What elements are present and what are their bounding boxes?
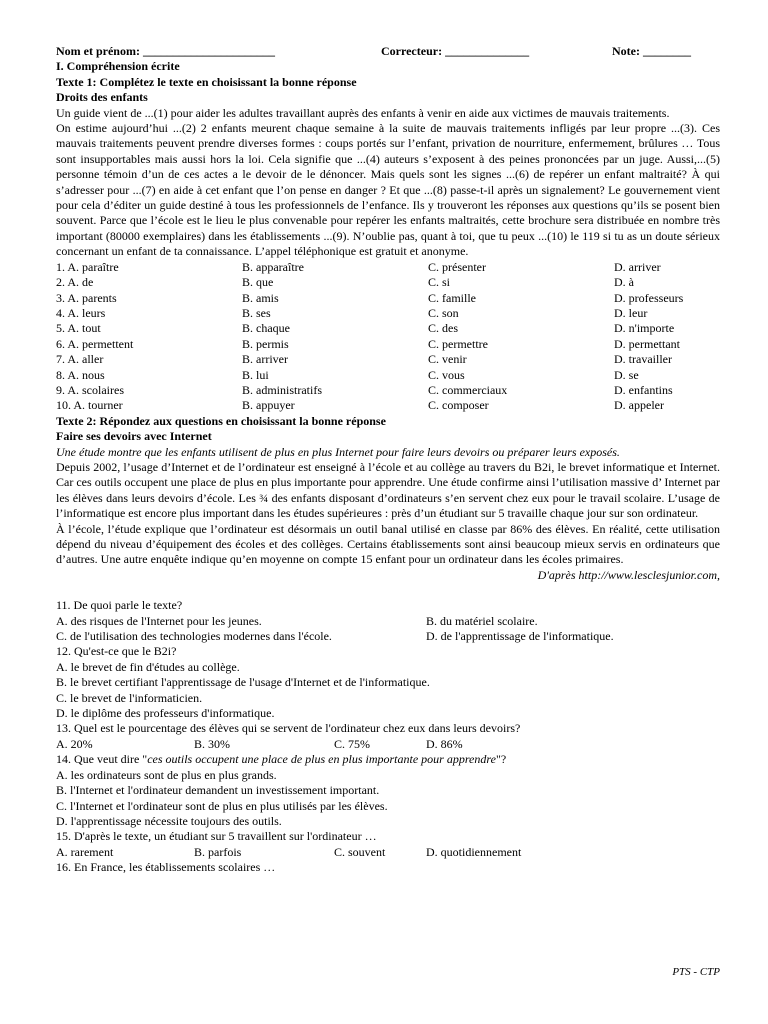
q15-option-d: D. quotidiennement — [426, 844, 522, 859]
name-field: Nom et prénom: ______________________ — [56, 44, 275, 58]
choice-a: 10. A. tourner — [56, 398, 123, 413]
choice-c: C. vous — [428, 367, 465, 382]
choice-b: B. chaque — [242, 321, 290, 336]
q15-option-a: A. rarement — [56, 844, 114, 859]
q15-options — [56, 845, 720, 860]
choice-b: B. administratifs — [242, 382, 322, 397]
corrector-field: Correcteur: ______________ — [381, 44, 530, 58]
choice-d: D. n'importe — [614, 321, 675, 336]
choice-row — [56, 383, 720, 398]
q12-option-c: C. le brevet de l'informaticien. — [56, 690, 203, 705]
q12-option-b: B. le brevet certifiant l'apprentissage de l'usage d'Internet et de l'informatique. — [56, 675, 430, 690]
choice-row — [56, 398, 720, 413]
choice-c: C. son — [428, 305, 459, 320]
choice-d: D. à — [614, 275, 634, 290]
texte2-title: Faire ses devoirs avec Internet — [56, 429, 212, 444]
section-title: I. Compréhension écrite — [56, 59, 180, 74]
q11-option-b: B. du matériel scolaire. — [426, 613, 538, 628]
footer-label: PTS - CTP — [672, 966, 720, 978]
source-citation: D'après http://www.lesclesjunior.com, — [537, 567, 720, 582]
choice-b: B. permis — [242, 336, 289, 351]
q12-option-d: D. le diplôme des professeurs d'informatique. — [56, 706, 275, 721]
choice-a: 3. A. parents — [56, 290, 117, 305]
header — [56, 44, 720, 59]
choice-row — [56, 368, 720, 383]
choice-b: B. amis — [242, 290, 279, 305]
texte1-paragraph-2: On estime aujourd’hui ...(2) 2 enfants meurent chaque semaine à la suite de mauvais traitements infligés par leur propre ...(3). Ces mauvais traitements peuvent prendre diverses formes : coups portés sur l’enfant, privation de nourriture, enfermement, brûlures … Tous sont insupportables mais aussi hors la loi. Cela signifie que ...(4) auteurs s’exposent à des peines prononcées par un juge. Aussi,...(5) personne témoin d’un de ces actes a le devoir de le dénoncer. Mais quels sont les signes ...(6) de repérer un enfant maltraité? À qui s’adresser pour ...(7) en aide à cet enfant que l’on pense en danger ? Et que ...(8) passe-t-il après un signalement? Le gouvernement vient pour cela d’éditer un guide destiné à tous les professionnels de l’enfance. Ils y trouveront les réponses aux questions qu’ils se posent bien souvent. Parce que l’école est le lieu le plus convenable pour repérer les enfants maltraités, cette brochure sera distribuée en nombre très important (80000 exemplaires) dans les établissements ...(9). N’oublie pas, quant à toi, que tu peux ...(10) le 119 si tu as un doute sérieux concernant un enfant de ta connaissance. L’appel téléphonique est gratuit et anonyme. — [56, 121, 720, 259]
q11-row-2 — [56, 629, 720, 644]
choice-c: C. présenter — [428, 259, 486, 274]
choice-a: 2. A. de — [56, 275, 94, 290]
choice-a: 1. A. paraître — [56, 259, 119, 274]
choice-a: 6. A. permettent — [56, 336, 134, 351]
choice-row — [56, 337, 720, 352]
q14-quote: ces outils occupent une place de plus en plus importante pour apprendre — [147, 752, 496, 767]
choice-d: D. appeler — [614, 398, 664, 413]
q13-option-c: C. 75% — [334, 736, 370, 751]
q14-option-a: A. les ordinateurs sont de plus en plus grands. — [56, 767, 277, 782]
q14-suffix: "? — [495, 752, 507, 767]
choice-c: C. des — [428, 321, 458, 336]
choice-b: B. appuyer — [242, 398, 295, 413]
choice-row — [56, 321, 720, 336]
choice-a: 4. A. leurs — [56, 305, 106, 320]
texte1-instruction: Texte 1: Complétez le texte en choisissant la bonne réponse — [56, 74, 357, 89]
choice-a: 7. A. aller — [56, 352, 104, 367]
q11-option-d: D. de l'apprentissage de l'informatique. — [426, 629, 614, 644]
question-11: 11. De quoi parle le texte? — [56, 598, 183, 613]
texte2-instruction: Texte 2: Répondez aux questions en choisissant la bonne réponse — [56, 413, 386, 428]
texte2-lead: Une étude montre que les enfants utilisent de plus en plus Internet pour faire leurs devoirs ou préparer leurs exposés. — [56, 444, 620, 459]
question-16: 16. En France, les établissements scolaires … — [56, 860, 276, 875]
choice-d: D. arriver — [614, 259, 661, 274]
q14-prefix: 14. Que veut dire " — [56, 752, 148, 767]
q12-option-a: A. le brevet de fin d'études au collège. — [56, 659, 240, 674]
q14-option-c: C. l'Internet et l'ordinateur sont de plus en plus utilisés par les élèves. — [56, 798, 388, 813]
question-14 — [56, 752, 720, 767]
choice-row — [56, 260, 720, 275]
choice-c: C. si — [428, 275, 451, 290]
choice-b: B. lui — [242, 367, 269, 382]
q13-options — [56, 737, 720, 752]
texte1-paragraph-1: Un guide vient de ...(1) pour aider les adultes travaillant auprès des enfants à venir en aide aux victimes de mauvais traitements. — [56, 105, 670, 120]
choice-c: C. composer — [428, 398, 489, 413]
texte2-paragraph-1: Depuis 2002, l’usage d’Internet et de l’ordinateur est enseigné à l’école et au collège au travers du B2i, le brevet informatique et Internet. Car ces outils occupent une place de plus en plus importante pour apprendre. Une étude confirme ainsi l’utilisation massive d’ Internet par les élèves dans leurs devoirs d’école. Les ¾ des enfants disposant d’ordinateurs s’en servent chez eux pour le travail scolaire. L’usage de l’informatique est encore plus important dans les études supérieures : près d’un étudiant sur 5 travaille chaque jour sur son ordinateur. — [56, 459, 720, 521]
choice-a: 8. A. nous — [56, 367, 105, 382]
choice-a: 9. A. scolaires — [56, 382, 124, 397]
choice-row — [56, 306, 720, 321]
choice-d: D. enfantins — [614, 382, 673, 397]
choice-c: C. commerciaux — [428, 382, 508, 397]
q13-option-b: B. 30% — [194, 736, 230, 751]
question-12: 12. Qu'est-ce que le B2i? — [56, 644, 177, 659]
choice-d: D. leur — [614, 305, 648, 320]
q15-option-c: C. souvent — [334, 844, 386, 859]
choice-d: D. se — [614, 367, 639, 382]
choice-b: B. arriver — [242, 352, 288, 367]
choice-b: B. apparaître — [242, 259, 304, 274]
choice-d: D. professeurs — [614, 290, 684, 305]
question-15: 15. D'après le texte, un étudiant sur 5 travaillent sur l'ordinateur … — [56, 829, 377, 844]
q11-option-c: C. de l'utilisation des technologies modernes dans l'école. — [56, 629, 332, 644]
q11-row-1 — [56, 614, 720, 629]
choice-d: D. travailler — [614, 352, 672, 367]
choice-b: B. ses — [242, 305, 271, 320]
q14-option-d: D. l'apprentissage nécessite toujours des outils. — [56, 813, 282, 828]
note-field: Note: ________ — [612, 44, 691, 58]
choice-c: C. venir — [428, 352, 467, 367]
q13-option-d: D. 86% — [426, 736, 463, 751]
exam-page — [56, 44, 720, 876]
choice-row — [56, 275, 720, 290]
q11-option-a: A. des risques de l'Internet pour les jeunes. — [56, 613, 262, 628]
choice-d: D. permettant — [614, 336, 680, 351]
texte1-title: Droits des enfants — [56, 90, 148, 105]
choice-row — [56, 291, 720, 306]
question-13: 13. Quel est le pourcentage des élèves qui se servent de l'ordinateur chez eux dans leurs devoirs? — [56, 721, 521, 736]
choice-c: C. permettre — [428, 336, 488, 351]
choice-row — [56, 352, 720, 367]
q14-option-b: B. l'Internet et l'ordinateur demandent un investissement important. — [56, 783, 380, 798]
choices-table — [56, 260, 720, 414]
q13-option-a: A. 20% — [56, 736, 93, 751]
texte2-paragraph-2: À l’école, l’étude explique que l’ordinateur est désormais un outil banal utilisé en classe par 86% des élèves. En réalité, cette utilisation dépend du niveau d’équipement des écoles et des collèges. Certains établissements sont ainsi beaucoup mieux servis en ordinateurs que d’autres. Une autre enquête indique qu’en moyenne on compte 15 enfant pour un ordinateur dans les écoles primaires. — [56, 521, 720, 567]
choice-a: 5. A. tout — [56, 321, 101, 336]
q15-option-b: B. parfois — [194, 844, 242, 859]
choice-c: C. famille — [428, 290, 476, 305]
choice-b: B. que — [242, 275, 274, 290]
